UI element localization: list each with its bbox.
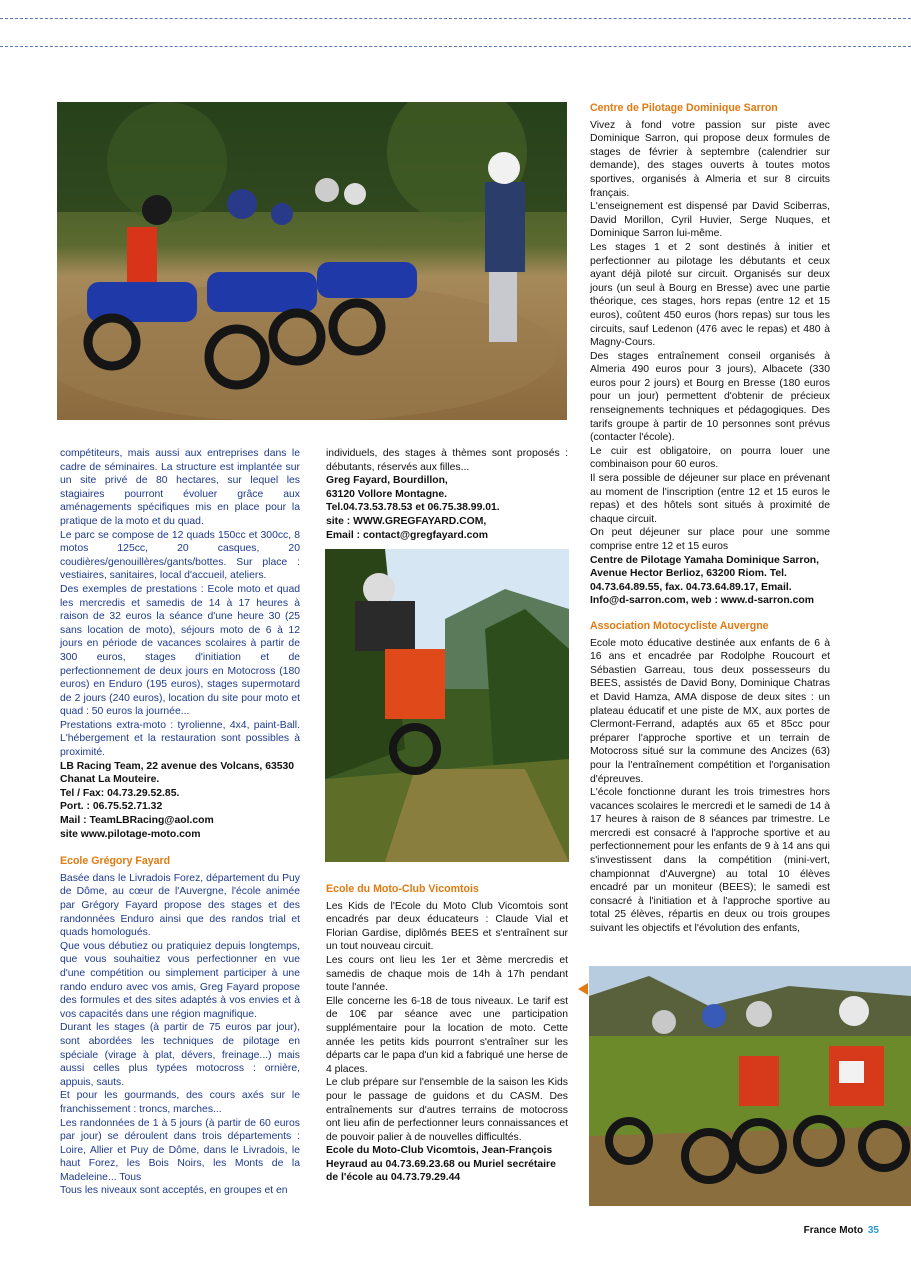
photo-forest-rider	[325, 549, 569, 862]
lb-racing-email: Mail : TeamLBRacing@aol.com	[60, 815, 214, 827]
col1-paragraph: Les randonnées de 1 à 5 jours (à partir de 60 euros par jour) se déroulent dans trois départements : Loire, Allier et Puy de Dôme, dans le Livradois, le haut Forez, les Bois Noirs, les Monts de la Madeleine... Tous	[60, 1117, 300, 1183]
section-heading-moto-club-vicomtois: Ecole du Moto-Club Vicomtois	[326, 883, 479, 895]
fayard-contact-line: Greg Fayard, Bourdillon,	[326, 475, 448, 487]
col2-paragraph: Les Kids de l'Ecole du Moto Club Vicomtois sont encadrés par deux éducateurs : Claude Vial et Florian Gardise, diplômés BEES et s'entraînent sur un tout nouveau circuit.	[326, 900, 568, 953]
col3-paragraph: Ecole moto éducative destinée aux enfants de 6 à 16 ans et encadrée par Rodolphe Roucourt et Sébastien Garreau, tous deux possesseurs du BEES, assistés de David Bony, Dominique Chatras et David Hamza, AMA dispose de deux sites : un plateau éducatif et une piste de MX, aux portes de Clermont-Ferrand, adaptés aux 65 et 85cc pour préparer l'approche sportive et un terrain de Motocross situé sur la commune des Ancizes (63) pour la l'entraînement compétition et l'organisation d'épreuves.	[590, 637, 830, 785]
page-number: 35	[867, 1225, 879, 1236]
fayard-contact-line: Email : contact@gregfayard.com	[326, 529, 488, 541]
fayard-contact-line: Tel.04.73.53.78.53 et 06.75.38.99.01.	[326, 502, 500, 514]
lb-racing-website: site www.pilotage-moto.com	[60, 828, 201, 840]
col3-paragraph: Il sera possible de déjeuner sur place en prévenant au moment de l'inscription (entre 12 et 15 euros le repas) et des hôtels sont situés à proximité de chaque circuit.	[590, 473, 830, 525]
second-dashed-rule	[0, 46, 911, 47]
col2-paragraph: individuels, des stages à thèmes sont proposés : débutants, réservés aux filles...	[326, 448, 568, 473]
section-heading-gregory-fayard: Ecole Grégory Fayard	[60, 855, 171, 868]
fayard-contact-line: 63120 Vollore Montagne.	[326, 488, 448, 500]
col3-paragraph: On peut déjeuner sur place pour une somme comprise entre 12 et 15 euros	[590, 527, 830, 552]
orange-arrow-marker	[578, 983, 588, 995]
page-footer	[804, 1225, 879, 1236]
col1-paragraph: Tous les niveaux sont acceptés, en groupes et en	[60, 1185, 288, 1197]
col3-paragraph: L'école fonctionne durant les trois trimestres hors vacances scolaires le mercredi et le samedi de 14 à 17 heures à raison de 8 séances par trimestre. Le mercredi est consacré à l'approche sportive et au perfectionnement pour les enfants de 9 à 14 ans qui s'investissent dans la compétition (mini-vert, championnat d'Auvergne) au total 10 élèves encadré par un moniteur (BEES); le samedi est consacré à l'initiation et à l'approche sportive au total 25 élèves, répartis en deux ou trois groupes suivant les objectifs et l'évolution des enfants,	[590, 787, 830, 935]
article-column-2-bottom	[326, 883, 568, 1185]
top-dashed-rule	[0, 18, 911, 19]
sarron-contact: Centre de Pilotage Yamaha Dominique Sarron, Avenue Hector Berlioz, 63200 Riom. Tel. 04.73.64.89.55, fax. 04.73.64.89.17, Email. Info@d-sarron.com, web : www.d-sarron.com	[590, 554, 820, 607]
col1-paragraph: Des exemples de prestations : Ecole moto et quad les mercredis et samedis de 14 à 17 heures à raison de 32 euros la séance d'une heure 30 (25 sans location de moto), séjours moto de 6 à 12 jours en période de vacances scolaires à partir de 300 euros, stages d'initiation et de perfectionnement de deux jours en Motocross (180 euros) en Enduro (195 euros), stages supermotard de 2 jours (240 euros), location du site pour moto et quad : 50 euros la journée...	[60, 583, 300, 718]
photo-kids-on-bikes	[57, 102, 567, 420]
section-heading-association-auvergne: Association Motocycliste Auvergne	[590, 619, 769, 632]
col1-paragraph: Le parc se compose de 12 quads 150cc et 300cc, 8 motos 125cc, 20 casques, 20 coudières/genouillères/gants/bottes. Sur place : vestiaires, sanitaires, local d'accueil, ateliers.	[60, 529, 300, 582]
article-column-2-top	[326, 447, 568, 542]
lb-racing-phone: Tel / Fax: 04.73.29.52.85.	[60, 787, 180, 799]
article-column-1	[60, 447, 300, 1198]
lb-racing-address: LB Racing Team, 22 avenue des Volcans, 63530 Chanat La Mouteire.	[60, 760, 295, 786]
col3-paragraph: Des stages entraînement conseil organisés à Almeria 490 euros pour 3 jours), Albacete (330 euros pour 2 jours) et Bourg en Bresse (180 euros pour un jour) permettent d'obtenir de précieux renseignements techniques et pédagogiques. Des tarifs groupe à partir de 10 personnes sont prévus (contacter l'école).	[590, 350, 830, 444]
col1-paragraph: Que vous débutiez ou pratiquiez depuis longtemps, que vous souhaitiez vous perfectionner en vue d'une compétition ou simplement participer à une rando enduro avec vos amis, Greg Fayard propose des formules et des sites adaptés à vos envies et à vos capacités dans une région magnifique.	[60, 940, 300, 1020]
col2-paragraph: Elle concerne les 6-18 de tous niveaux. Le tarif est de 10€ par séance avec une participation supplémentaire pour la location de moto. Cette année les petits kids pourront s'entraîner sur les départs car le papa d'un kid a fabriqué une herse de 4 places.	[326, 995, 568, 1075]
col2-paragraph: Les cours ont lieu les 1er et 3ème mercredis et samedis de chaque mois de 14h à 17h pendant toute l'année.	[326, 954, 568, 994]
col1-paragraph: Prestations extra-moto : tyrolienne, 4x4, paint-Ball. L'hébergement et la restauration sont possibles à proximité.	[60, 719, 300, 759]
vicomtois-contact: Ecole du Moto-Club Vicomtois, Jean-François Heyraud au 04.73.69.23.68 ou Muriel secrétaire de l'école au 04.73.79.29.44	[326, 1145, 556, 1184]
col1-paragraph: Et pour les gourmands, des cours axés sur le franchissement : troncs, marches...	[60, 1090, 300, 1115]
col3-paragraph: L'enseignement est dispensé par David Sciberras, David Morillon, Cyril Huvier, Serge Nuques, et Dominique Sarron lui-même.	[590, 201, 830, 240]
photo-kids-racing	[589, 966, 911, 1206]
lb-racing-mobile: Port. : 06.75.52.71.32	[60, 801, 163, 813]
col3-paragraph: Le cuir est obligatoire, on pourra louer une combinaison pour 60 euros.	[590, 445, 830, 471]
col1-paragraph: compétiteurs, mais aussi aux entreprises dans le cadre de séminaires. La structure est implantée sur un site privé de 80 hectares, sur lequel les stagiaires pourront évoluer grâce aux aménagements spécifiques mis en place pour la pratique de la moto et du quad.	[60, 448, 300, 527]
section-heading-dominique-sarron: Centre de Pilotage Dominique Sarron	[590, 102, 778, 114]
col3-paragraph: Vivez à fond votre passion sur piste avec Dominique Sarron, qui propose deux formules de stages de février à septembre (calendrier sur demande), des stages ouverts à toutes motos sportives, organisés à Almeria et sur 8 circuits français.	[590, 119, 830, 199]
fayard-contact-line: site : WWW.GREGFAYARD.COM,	[326, 515, 487, 527]
col1-paragraph: Durant les stages (à partir de 75 euros par jour), sont abordées les techniques de pilotage en spéciale (virage à plat, dévers, freinage...) mais aussi celles plus typées motocross : ornière, appuis, sauts.	[60, 1022, 300, 1088]
magazine-name: France Moto	[803, 1225, 864, 1236]
col2-paragraph: Le club prépare sur l'ensemble de la saison les Kids pour le passage de guidons et du CASM. Des entraînements sur d'autres terrains de motocross ont lieu afin de perfectionner leurs connaissances et de pouvoir palier à de nouvelles difficultés.	[326, 1077, 568, 1143]
article-column-3	[590, 102, 830, 936]
col1-paragraph: Basée dans le Livradois Forez, département du Puy de Dôme, au cœur de l'Auvergne, l'école animée par Grégory Fayard propose des stages et des randonnées Enduro ainsi que des randos trial et quads homologués.	[60, 872, 300, 939]
col3-paragraph: Les stages 1 et 2 sont destinés à initier et perfectionner au pilotage les débutants et ceux ayant déjà piloté sur circuit. Organisés sur deux jours (un seul à Bourg en Bresse) avec une partie théorique, ces stages, hors repas (entre 12 et 15 euros), coûtent 450 euros (hors repas) sur tous les circuits, sauf Ledenon (476 avec le repas) et 480 à Magny-Cours.	[590, 241, 830, 349]
